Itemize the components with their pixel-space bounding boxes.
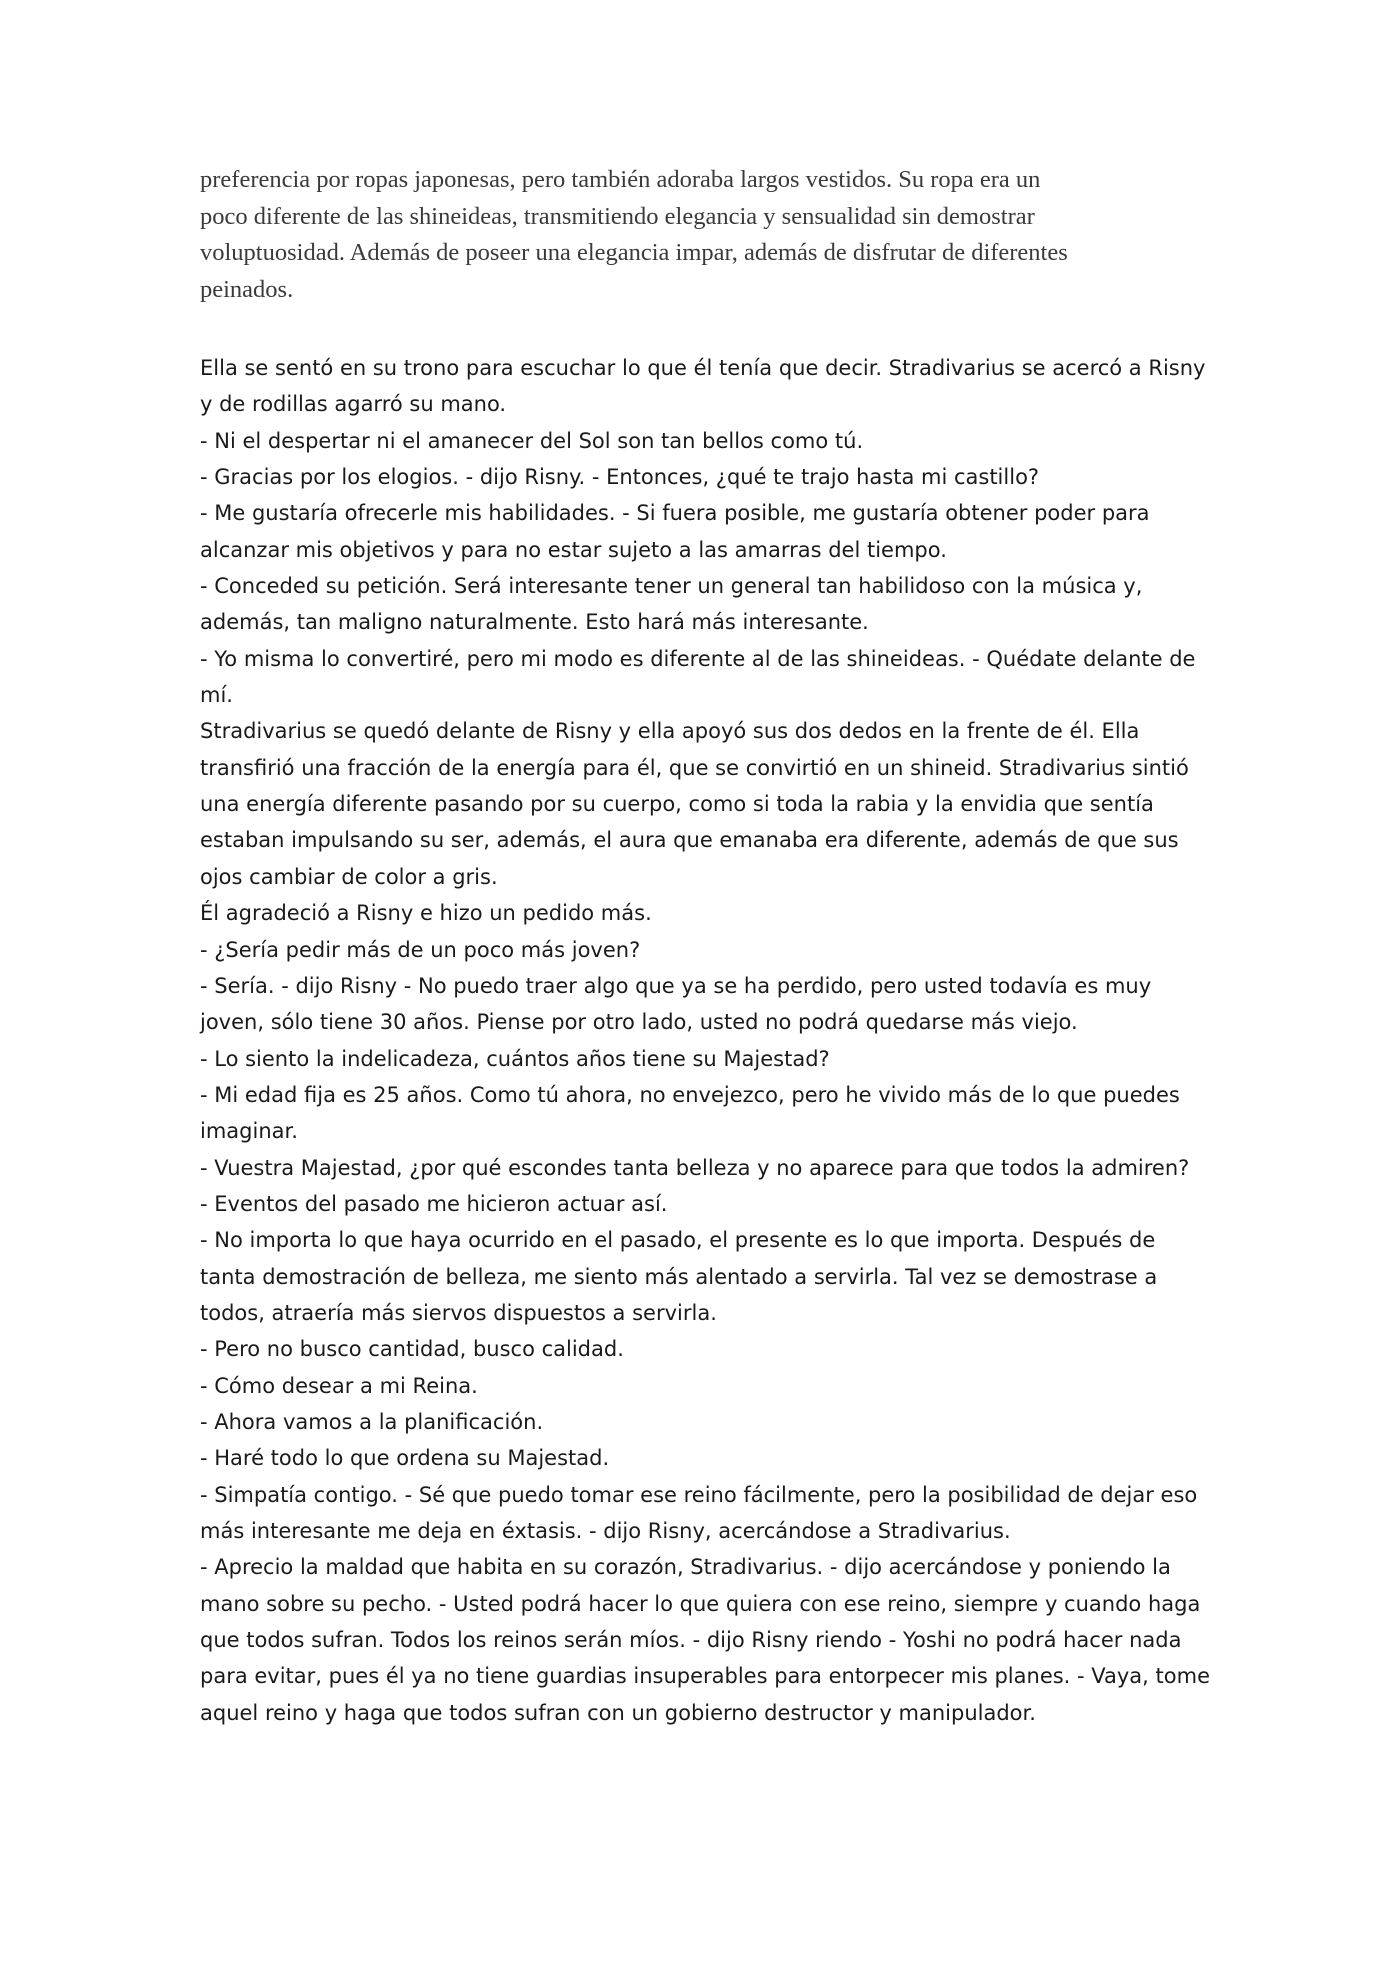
text-line: - Haré todo lo que ordena su Majestad.	[200, 1446, 610, 1471]
text-line: - ¿Sería pedir más de un poco más joven?	[200, 937, 641, 962]
text-line: mí.	[200, 683, 233, 708]
text-line: - Gracias por los elogios. - dijo Risny. - Entonces, ¿qué te trajo hasta mi castillo?	[200, 465, 1040, 490]
text-line: - Lo siento la indelicadeza, cuántos años tiene su Majestad?	[200, 1046, 830, 1071]
text-line: - Me gustaría ofrecerle mis habilidades. - Si fuera posible, me gustaría obtener poder para	[200, 501, 1150, 526]
text-line: - Aprecio la maldad que habita en su corazón, Stradivarius. - dijo acercándose y poniendo la	[200, 1555, 1171, 1580]
dialogue-section	[200, 350, 1210, 1731]
text-line: - Eventos del pasado me hicieron actuar así.	[200, 1191, 668, 1216]
text-line: poco diferente de las shineideas, transmitiendo elegancia y sensualidad sin demostrar	[200, 202, 1035, 230]
text-line: mano sobre su pecho. - Usted podrá hacer lo que quiera con ese reino, siempre y cuando haga	[200, 1591, 1201, 1616]
text-line: Él agradeció a Risny e hizo un pedido más.	[200, 901, 652, 926]
text-line: - Yo misma lo convertiré, pero mi modo es diferente al de las shineideas. - Quédate delante de	[200, 646, 1196, 671]
text-line: aquel reino y haga que todos sufran con un gobierno destructor y manipulador.	[200, 1700, 1036, 1725]
text-line: alcanzar mis objetivos y para no estar sujeto a las amarras del tiempo.	[200, 537, 947, 562]
text-line: - Conceded su petición. Será interesante tener un general tan habilidoso con la música y,	[200, 574, 1143, 599]
text-line: - Sería. - dijo Risny - No puedo traer algo que ya se ha perdido, pero usted todavía es muy	[200, 973, 1152, 998]
text-line: tanta demostración de belleza, me siento más alentado a servirla. Tal vez se demostrase a	[200, 1264, 1158, 1289]
text-line: una energía diferente pasando por su cuerpo, como si toda la rabia y la envidia que sentía	[200, 792, 1154, 817]
text-line: voluptuosidad. Además de poseer una elegancia impar, además de disfrutar de diferentes	[200, 239, 1068, 266]
text-line: ojos cambiar de color a gris.	[200, 864, 498, 889]
text-line: preferencia por ropas japonesas, pero también adoraba largos vestidos. Su ropa era un	[200, 166, 1041, 193]
text-line: que todos sufran. Todos los reinos serán míos. - dijo Risny riendo - Yoshi no podrá hacer nada	[200, 1628, 1182, 1653]
text-line: - Vuestra Majestad, ¿por qué escondes tanta belleza y no aparece para que todos la admiren?	[200, 1155, 1190, 1180]
text-line: - Cómo desear a mi Reina.	[200, 1373, 478, 1398]
text-line: - No importa lo que haya ocurrido en el pasado, el presente es lo que importa. Después de	[200, 1228, 1156, 1253]
text-line: - Simpatía contigo. - Sé que puedo tomar ese reino fácilmente, pero la posibilidad de dejar eso	[200, 1482, 1198, 1507]
intro-paragraph	[200, 162, 1210, 308]
text-line: transfirió una fracción de la energía para él, que se convirtió en un shineid. Stradivarius sintió	[200, 755, 1189, 780]
text-line: peinados.	[200, 275, 294, 303]
text-line: todos, atraería más siervos dispuestos a servirla.	[200, 1300, 717, 1325]
text-line: para evitar, pues él ya no tiene guardias insuperables para entorpecer mis planes. - Vaya, tome	[200, 1664, 1210, 1689]
text-line: más interesante me deja en éxtasis. - dijo Risny, acercándose a Stradivarius.	[200, 1519, 1011, 1543]
text-line: estaban impulsando su ser, además, el aura que emanaba era diferente, además de que sus	[200, 828, 1179, 853]
text-line: y de rodillas agarró su mano.	[200, 392, 507, 417]
text-line: - Pero no busco cantidad, busco calidad.	[200, 1337, 624, 1362]
text-line: - Ahora vamos a la planificación.	[200, 1409, 544, 1434]
text-line: Ella se sentó en su trono para escuchar lo que él tenía que decir. Stradivarius se acercó a Risny	[200, 356, 1206, 380]
text-line: además, tan maligno naturalmente. Esto hará más interesante.	[200, 610, 869, 635]
text-line: joven, sólo tiene 30 años. Piense por otro lado, usted no podrá quedarse más viejo.	[200, 1010, 1078, 1035]
text-line: - Mi edad fija es 25 años. Como tú ahora, no envejezco, pero he vivido más de lo que puedes	[200, 1082, 1180, 1107]
text-line: imaginar.	[200, 1119, 298, 1144]
text-line: Stradivarius se quedó delante de Risny y ella apoyó sus dos dedos en la frente de él. Ella	[200, 719, 1140, 744]
text-line: - Ni el despertar ni el amanecer del Sol son tan bellos como tú.	[200, 428, 864, 453]
